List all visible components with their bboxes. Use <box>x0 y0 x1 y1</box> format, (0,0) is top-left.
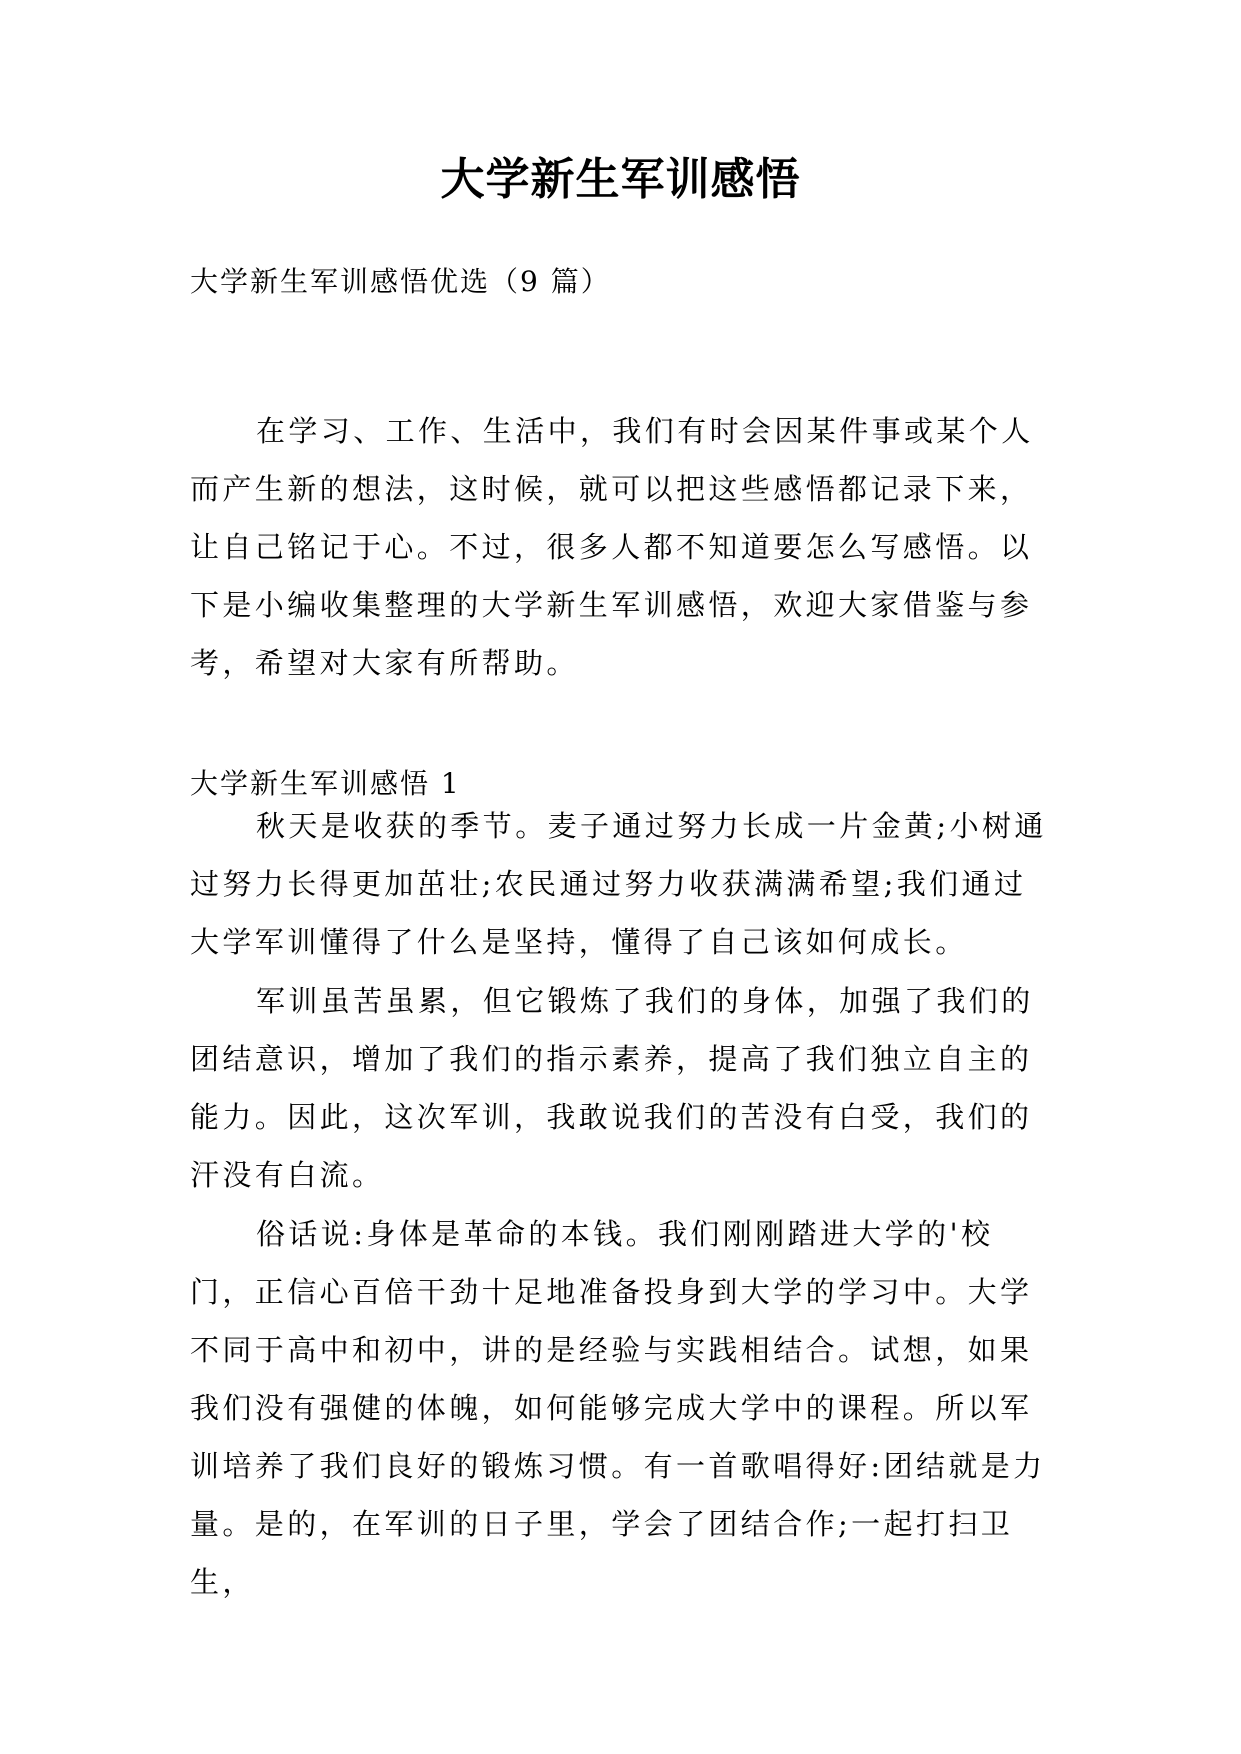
document-subtitle: 大学新生军训感悟优选（9 篇） <box>190 265 611 298</box>
section-heading: 大学新生军训感悟 1 <box>190 767 461 800</box>
body-paragraph-3: 俗话说:身体是革命的本钱。我们刚刚踏进大学的'校门，正信心百倍干劲十足地准备投身到大学的学习中。大学不同于高中和初中，讲的是经验与实践相结合。试想，如果我们没有强健的体魄，如何能够完成大学中的课程。所以军训培养了我们良好的锻炼习惯。有一首歌唱得好:团结就是力量。是的，在军训的日子里，学会了团结合作;一起打扫卫生， <box>190 1217 1046 1599</box>
document-title: 大学新生军训感悟 <box>440 154 801 205</box>
intro-paragraph: 在学习、工作、生活中，我们有时会因某件事或某个人而产生新的想法，这时候，就可以把这些感悟都记录下来，让自己铭记于心。不过，很多人都不知道要怎么写感悟。以下是小编收集整理的大学新生军训感悟，欢迎大家借鉴与参考，希望对大家有所帮助。 <box>190 414 1034 680</box>
body-paragraph-1: 秋天是收获的季节。麦子通过努力长成一片金黄;小树通过努力长得更加茁壮;农民通过努力收获满满希望;我们通过大学军训懂得了什么是坚持，懂得了自己该如何成长。 <box>190 809 1047 959</box>
body-paragraph-2: 军训虽苦虽累，但它锻炼了我们的身体，加强了我们的团结意识，增加了我们的指示素养，提高了我们独立自主的能力。因此，这次军训，我敢说我们的苦没有白受，我们的汗没有白流。 <box>190 984 1034 1192</box>
